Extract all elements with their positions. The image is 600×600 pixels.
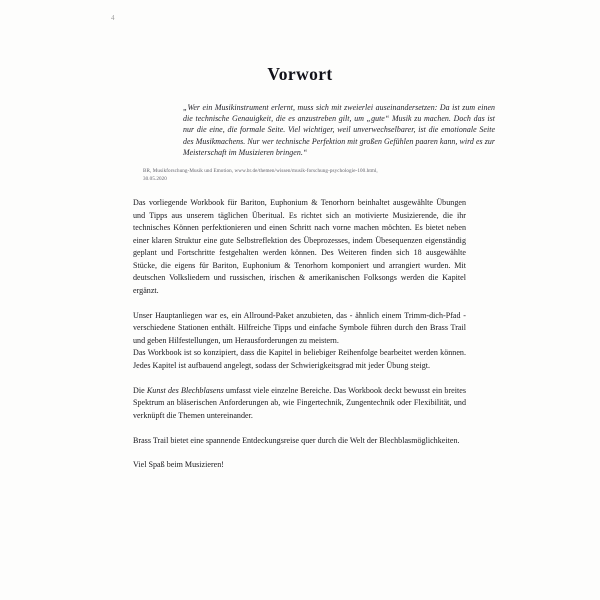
book-title-emphasis: Kunst des Blechblasens (146, 385, 224, 395)
paragraph-signoff: Viel Spaß beim Musizieren! (133, 460, 224, 470)
paragraph-closing: Brass Trail bietet eine spannende Entdeckungsreise quer durch die Welt der Blechblasmöglichkeiten. (133, 435, 460, 445)
paragraph-scope-lead: Die (133, 385, 147, 395)
quote-citation (143, 167, 473, 183)
citation-source-line: BR, Musikforschung-Musik und Emotion, www.br.de/themen/wissen/musik-forschung-psychologie-100.html, (143, 168, 378, 174)
paragraph-concept: Unser Hauptanliegen war es, ein Allround-Paket anzubieten, das - ähnlich einem Trimm-dich-Pfad - verschiedene Stationen enthält. Hilfreiche Tipps und einfache Symbole führen durch den Brass Trail und geben Hilfestellungen, um Herausforderungen zu meistern. (133, 310, 466, 345)
page-number: 4 (111, 14, 115, 22)
citation-date-line: 30.05.2020 (143, 176, 167, 183)
paragraph-scope (133, 385, 466, 423)
body-text (133, 197, 466, 472)
paragraph-structure: Das Workbook ist so konzipiert, dass die Kapitel in beliebiger Reihenfolge bearbeitet werden können. Jedes Kapitel ist aufbauend angelegt, sodass der Schwierigkeitsgrad mit jeder Übung steigt. (133, 348, 466, 370)
paragraph-intro: Das vorliegende Workbook für Bariton, Euphonium & Tenorhorn beinhaltet ausgewählte Übungen und Tipps aus unserem täglichen Überitual. Es richtet sich an motivierte Musizierende, die ihr technisches Können perfektionieren und einen Schritt nach vorne machen möchten. Es bietet neben einer klaren Struktur eine gute Selbstreflektion des Übeprozesses, indem Übesequenzen eigenständig geplant und Fortschritte festgehalten werden können. Des Weiteren finden sich 18 ausgewählte Stücke, die eigens für Bariton, Euphonium & Tenorhorn komponiert und arrangiert wurden. Mit deutschen Volksliedern und russischen, irischen & amerikanischen Folksongs werden die Kapitel ergänzt. (133, 198, 466, 295)
page-title: Vorwort (267, 63, 333, 84)
pull-quote (183, 102, 495, 158)
pull-quote-text: „Wer ein Musikinstrument erlernt, muss sich mit zweierlei auseinandersetzen: Da ist zum einen die technische Genauigkeit, die es anzustreben gilt, um „gute“ Musik zu machen. Doch das ist nur die eine, die formale Seite. Viel wichtiger, weil unverwechselbarer, ist die emotionale Seite des Musikmachens. Nur wer technische Perfektion mit großen Gefühlen paaren kann, wird es zur Meisterschaft im Musizieren bringen.“ (183, 102, 495, 157)
paragraph-scope-rest: umfasst viele einzelne Bereiche. Das Workbook deckt bewusst ein breites Spektrum an bläserischen Anforderungen ab, wie Fingertechnik, Zungentechnik oder Flexibilität, und verknüpft die Themen untereinander. (133, 385, 466, 420)
